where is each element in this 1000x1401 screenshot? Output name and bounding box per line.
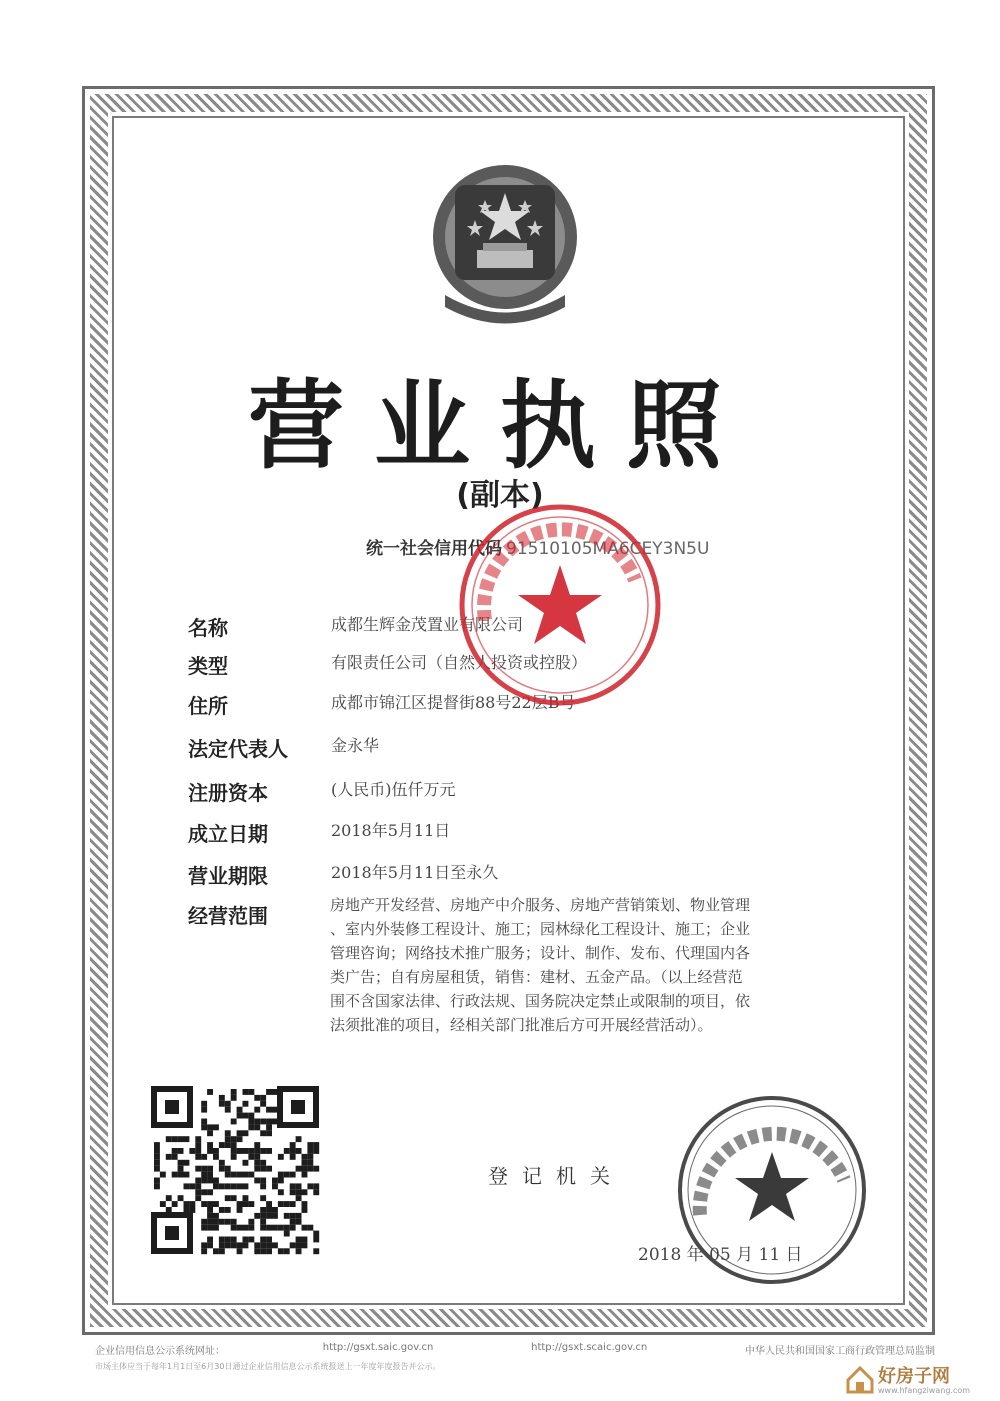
footer-url-1: http://gsxt.saic.gov.cn <box>322 1342 434 1353</box>
scope-line: 、室内外装修工程设计、施工；园林绿化工程设计、施工；企业 <box>330 920 751 938</box>
field-label: 类型 <box>188 654 228 678</box>
page-title: 营业执照 <box>248 370 752 482</box>
footer-annual-report-notice: 市场主体应当于每年1月1日至6月30日通过企业信用信息公示系统报送上一年度年度报告并公示。 <box>95 1362 441 1371</box>
credit-code-value: 91510105MA6CEY3N5U <box>506 539 710 559</box>
field-label: 营业期限 <box>188 864 268 888</box>
registration-date: 2018 年 05 月 11 日 <box>638 1245 803 1265</box>
field-value: 2018年5月11日 <box>331 821 451 840</box>
field-value: (人民币)伍仟万元 <box>331 780 456 799</box>
footer-system-label: 企业信用信息公示系统网址： <box>95 1346 225 1357</box>
national-emblem-icon <box>425 155 585 335</box>
field-value: 成都生辉金茂置业有限公司 <box>331 615 524 634</box>
business-scope-text <box>330 893 890 1037</box>
field-value: 金永华 <box>331 736 380 755</box>
page-subtitle: (副本) <box>456 478 544 513</box>
scope-line: 围不含国家法律、行政法规、国务院决定禁止或限制的项目，依 <box>330 992 751 1010</box>
footer-notice <box>95 1342 935 1372</box>
field-label: 住所 <box>188 694 228 718</box>
field-label: 成立日期 <box>188 822 268 846</box>
scope-line: 类广告；自有房屋租赁，销售：建材、五金产品。（以上经营范 <box>330 968 743 986</box>
credit-code-label: 统一社会信用代码 <box>366 539 502 559</box>
scope-line: 法须批准的项目，经相关部门批准后方可开展经营活动）。 <box>330 1016 713 1034</box>
qr-code-icon <box>150 1085 320 1255</box>
field-label: 注册资本 <box>188 781 268 805</box>
field-label: 法定代表人 <box>188 737 288 761</box>
watermark-text: 好房子网 <box>878 1366 950 1387</box>
scope-line: 管理咨询；网络技术推广服务；设计、制作、发布、代理国内各 <box>330 944 751 962</box>
footer-url-2: http://gsxt.scaic.gov.cn <box>531 1342 648 1353</box>
field-value: 2018年5月11日至永久 <box>331 863 499 882</box>
scope-line: 房地产开发经营、房地产中介服务、房地产营销策划、物业管理 <box>330 896 751 914</box>
company-red-seal <box>455 500 665 710</box>
watermark-url: www.hfangziwang.com <box>878 1386 971 1395</box>
registration-authority-label: 登记机关 <box>488 1164 624 1188</box>
field-label: 经营范围 <box>188 904 268 928</box>
field-value: 有限责任公司（自然人投资或控股） <box>331 653 588 672</box>
field-label: 名称 <box>188 616 228 640</box>
field-value: 成都市锦江区提督街88号22层B号 <box>331 693 576 712</box>
footer-issuer: 中华人民共和国国家工商行政管理总局监制 <box>745 1346 935 1357</box>
